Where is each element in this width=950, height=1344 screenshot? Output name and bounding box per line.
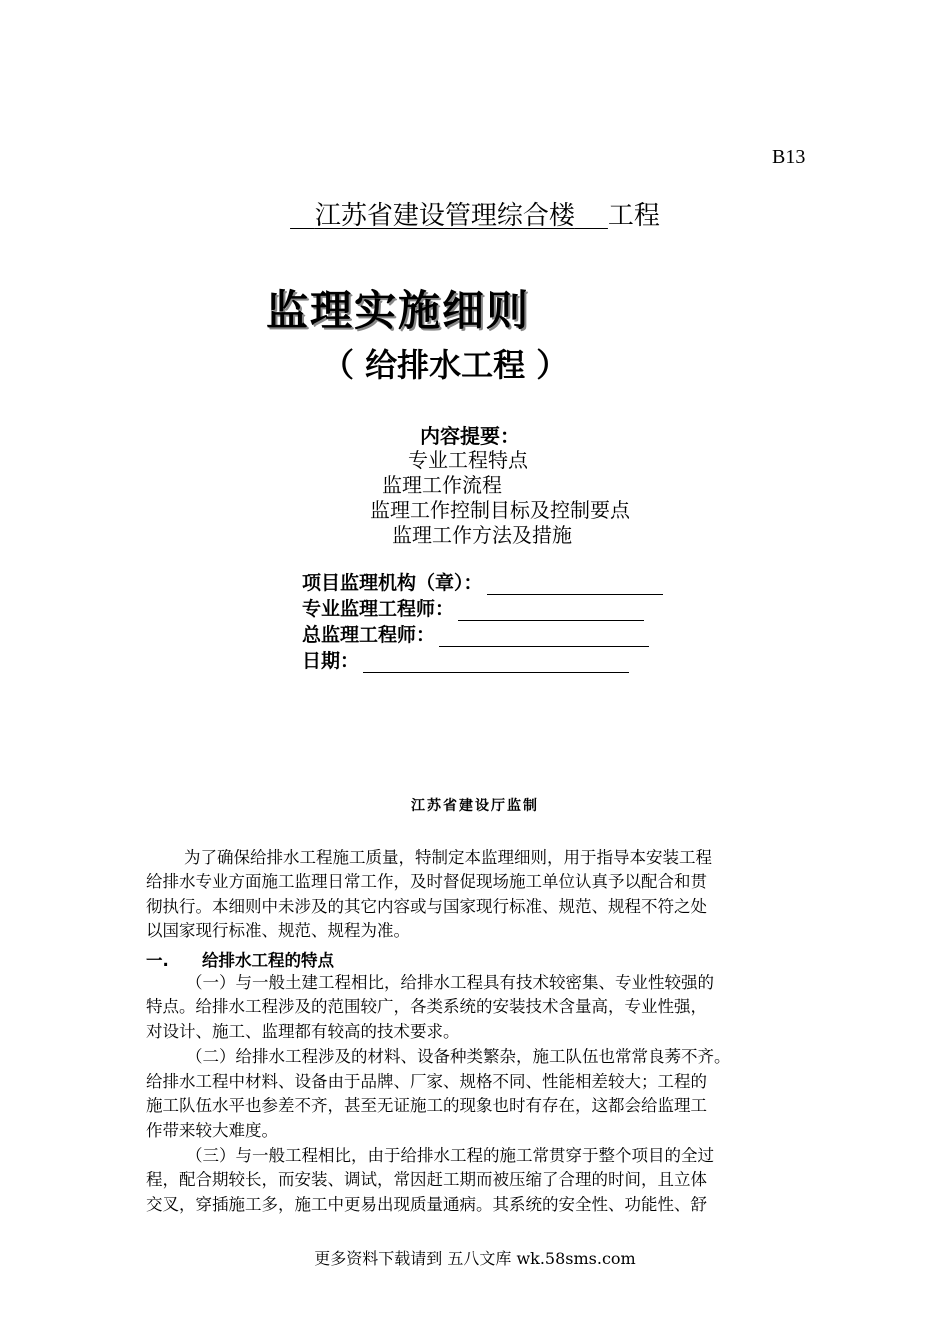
document-code: B13 <box>772 146 806 168</box>
section-number: 一. <box>146 951 169 970</box>
signature-chief-label: 总监理工程师： <box>302 624 436 646</box>
signature-date-label: 日期： <box>302 650 360 672</box>
paragraph-line: 程，配合期较长，而安装、调试，常因赶工期而被压缩了合理的时间，且立体 <box>146 1170 707 1189</box>
document-subtitle: （ 给排水工程 ） <box>322 346 569 384</box>
intro-line: 为了确保给排水工程施工质量，特制定本监理细则，用于指导本安装工程 <box>184 848 712 867</box>
summary-item: 监理工作控制目标及控制要点 <box>370 498 630 522</box>
signature-org-label: 项目监理机构（章）： <box>302 572 483 594</box>
paragraph-line: 给排水工程中材料、设备由于品牌、厂家、规格不同、性能相差较大；工程的 <box>146 1072 707 1091</box>
signature-chief-line <box>439 628 649 647</box>
section-heading <box>146 947 334 971</box>
signature-date-row <box>302 646 629 673</box>
paragraph-line: 特点。给排水工程涉及的范围较广，各类系统的安装技术含量高，专业性强， <box>146 997 707 1016</box>
summary-item: 专业工程特点 <box>408 448 528 472</box>
summary-item: 监理工作流程 <box>382 473 502 497</box>
summary-item: 监理工作方法及措施 <box>392 523 572 547</box>
intro-line: 以国家现行标准、规范、规程为准。 <box>146 921 410 940</box>
signature-engineer-row <box>302 594 644 621</box>
intro-line: 给排水专业方面施工监理日常工作，及时督促现场施工单位认真予以配合和贯 <box>146 872 707 891</box>
paragraph-line: 对设计、施工、监理都有较高的技术要求。 <box>146 1022 460 1041</box>
issuer-stamp: 江苏省建设厅监制 <box>411 798 539 814</box>
signature-engineer-label: 专业监理工程师： <box>302 598 455 620</box>
project-name-line <box>0 195 950 232</box>
footer-link[interactable]: 更多资料下载请到 五八文库 wk.58sms.com <box>314 1249 636 1268</box>
paragraph-line: 作带来较大难度。 <box>146 1121 278 1140</box>
summary-heading: 内容提要： <box>420 424 520 448</box>
project-name: 江苏省建设管理综合楼 <box>314 201 575 231</box>
signature-org-row <box>302 568 663 595</box>
intro-line: 彻执行。本细则中未涉及的其它内容或与国家现行标准、规范、规程不符之处 <box>146 897 707 916</box>
paragraph-line: 交叉，穿插施工多，施工中更易出现质量通病。其系统的安全性、功能性、舒 <box>146 1195 707 1214</box>
document-title: 监理实施细则 <box>266 286 531 335</box>
paragraph-line: （二）给排水工程涉及的材料、设备种类繁杂，施工队伍也常常良莠不齐。 <box>186 1047 731 1066</box>
project-suffix: 工程 <box>607 201 660 231</box>
paragraph-line: （三）与一般工程相比，由于给排水工程的施工常贯穿于整个项目的全过 <box>186 1146 714 1165</box>
paragraph-line: 施工队伍水平也参差不齐，甚至无证施工的现象也时有存在，这都会给监理工 <box>146 1096 707 1115</box>
signature-engineer-line <box>458 602 644 621</box>
section-title: 给排水工程的特点 <box>202 951 334 970</box>
paragraph-line: （一）与一般土建工程相比，给排水工程具有技术较密集、专业性较强的 <box>186 973 714 992</box>
signature-date-line <box>363 654 629 673</box>
signature-chief-row <box>302 620 649 647</box>
signature-org-line <box>487 576 663 595</box>
